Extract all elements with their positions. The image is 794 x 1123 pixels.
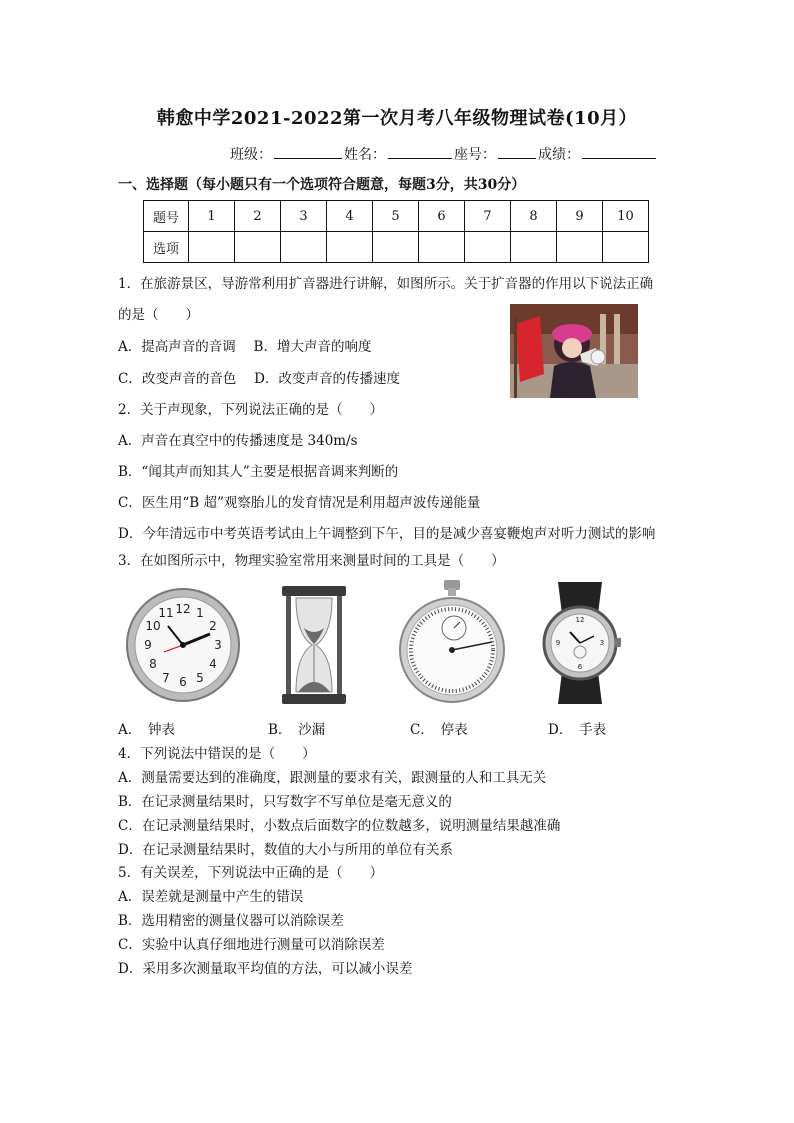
answer-cell[interactable] <box>603 232 649 263</box>
table-cell: 10 <box>603 201 649 232</box>
svg-text:5: 5 <box>196 671 204 685</box>
svg-text:12: 12 <box>575 616 585 624</box>
tour-guide-megaphone-photo <box>510 304 638 398</box>
svg-text:11: 11 <box>158 606 174 620</box>
svg-text:9: 9 <box>144 638 152 652</box>
q5-option-c: C．实验中认真仔细地进行测量可以消除误差 <box>118 937 385 953</box>
q2-option-a: A．声音在真空中的传播速度是 340m/s <box>118 433 358 449</box>
svg-text:10: 10 <box>145 619 161 633</box>
q4-option-c: C．在记录测量结果时，小数点后面数字的位数越多，说明测量结果越准确 <box>118 818 561 834</box>
answer-cell[interactable] <box>235 232 281 263</box>
svg-text:3: 3 <box>214 638 222 652</box>
seat-field[interactable] <box>498 144 536 159</box>
svg-text:6: 6 <box>577 663 583 671</box>
q1-stem-line1: 1．在旅游景区，导游常利用扩音器进行讲解，如图所示。关于扩音器的作用以下说法正确 <box>118 276 654 292</box>
q1-options-cd: C．改变声音的音色 D．改变声音的传播速度 <box>118 371 400 387</box>
svg-text:6: 6 <box>179 675 187 689</box>
table-header-cell: 选项 <box>144 232 189 263</box>
answer-cell[interactable] <box>189 232 235 263</box>
seat-label: 座号： <box>454 147 496 163</box>
svg-text:7: 7 <box>162 671 170 685</box>
class-label: 班级： <box>230 147 272 163</box>
table-cell: 2 <box>235 201 281 232</box>
score-label: 成绩： <box>538 147 580 163</box>
class-field[interactable] <box>274 144 342 159</box>
q2-stem: 2．关于声现象，下列说法正确的是（ ） <box>118 402 384 418</box>
score-field[interactable] <box>582 144 656 159</box>
table-cell: 9 <box>557 201 603 232</box>
answer-cell[interactable] <box>465 232 511 263</box>
wristwatch-icon <box>540 580 624 710</box>
q3-caption-c: C． 停表 <box>410 722 468 738</box>
q3-stem: 3．在如图所示中，物理实验室常用来测量时间的工具是（ ） <box>118 553 505 569</box>
student-info-line <box>230 144 658 164</box>
svg-text:9: 9 <box>555 639 561 647</box>
answer-cell[interactable] <box>281 232 327 263</box>
answer-cell[interactable] <box>327 232 373 263</box>
answer-cell[interactable] <box>373 232 419 263</box>
table-cell: 5 <box>373 201 419 232</box>
answer-cell[interactable] <box>419 232 465 263</box>
q2-option-c: C．医生用“B 超”观察胎儿的发育情况是利用超声波传递能量 <box>118 495 481 511</box>
table-cell: 3 <box>281 201 327 232</box>
q2-option-b: B．“闻其声而知其人”主要是根据音调来判断的 <box>118 464 399 480</box>
hourglass-icon <box>280 584 348 710</box>
q3-caption-d: D． 手表 <box>548 722 607 738</box>
table-header-cell: 题号 <box>144 201 189 232</box>
q5-option-a: A．误差就是测量中产生的错误 <box>118 889 304 905</box>
exam-title: 韩愈中学2021-2022第一次月考八年级物理试卷(10月） <box>156 108 638 129</box>
q4-option-d: D．在记录测量结果时，数值的大小与所用的单位有关系 <box>118 842 453 858</box>
name-field[interactable] <box>388 144 452 159</box>
q2-option-d: D．今年清远市中考英语考试由上午调整到下午，目的是减少喜宴鞭炮声对听力测试的影响 <box>118 526 656 542</box>
q4-stem: 4．下列说法中错误的是（ ） <box>118 746 316 762</box>
q5-option-d: D．采用多次测量取平均值的方法，可以减小误差 <box>118 961 413 977</box>
table-row <box>144 232 649 263</box>
answer-table <box>143 200 649 263</box>
section-heading: 一、选择题（每小题只有一个选项符合题意，每题3分，共30分） <box>118 177 526 193</box>
q4-option-b: B．在记录测量结果时，只写数字不写单位是毫无意义的 <box>118 794 452 810</box>
answer-cell[interactable] <box>557 232 603 263</box>
svg-text:8: 8 <box>149 657 157 671</box>
table-cell: 6 <box>419 201 465 232</box>
table-cell: 4 <box>327 201 373 232</box>
q1-options-ab: A．提高声音的音调 B．增大声音的响度 <box>118 339 372 355</box>
svg-text:4: 4 <box>209 657 217 671</box>
svg-text:3: 3 <box>599 639 605 647</box>
name-label: 姓名： <box>344 147 386 163</box>
svg-text:12: 12 <box>175 602 191 616</box>
stopwatch-icon <box>396 578 508 710</box>
table-row <box>144 201 649 232</box>
q3-caption-b: B． 沙漏 <box>268 722 326 738</box>
table-cell: 1 <box>189 201 235 232</box>
q4-option-a: A．测量需要达到的准确度，跟测量的要求有关，跟测量的人和工具无关 <box>118 770 547 786</box>
table-cell: 7 <box>465 201 511 232</box>
answer-cell[interactable] <box>511 232 557 263</box>
wall-clock-icon <box>124 586 242 708</box>
q5-stem: 5．有关误差，下列说法中正确的是（ ） <box>118 865 384 881</box>
q5-option-b: B．选用精密的测量仪器可以消除误差 <box>118 913 344 929</box>
table-cell: 8 <box>511 201 557 232</box>
svg-text:2: 2 <box>209 619 217 633</box>
q3-caption-a: A． 钟表 <box>118 722 175 738</box>
q1-stem-line2: 的是（ ） <box>118 307 199 323</box>
svg-text:1: 1 <box>196 606 204 620</box>
